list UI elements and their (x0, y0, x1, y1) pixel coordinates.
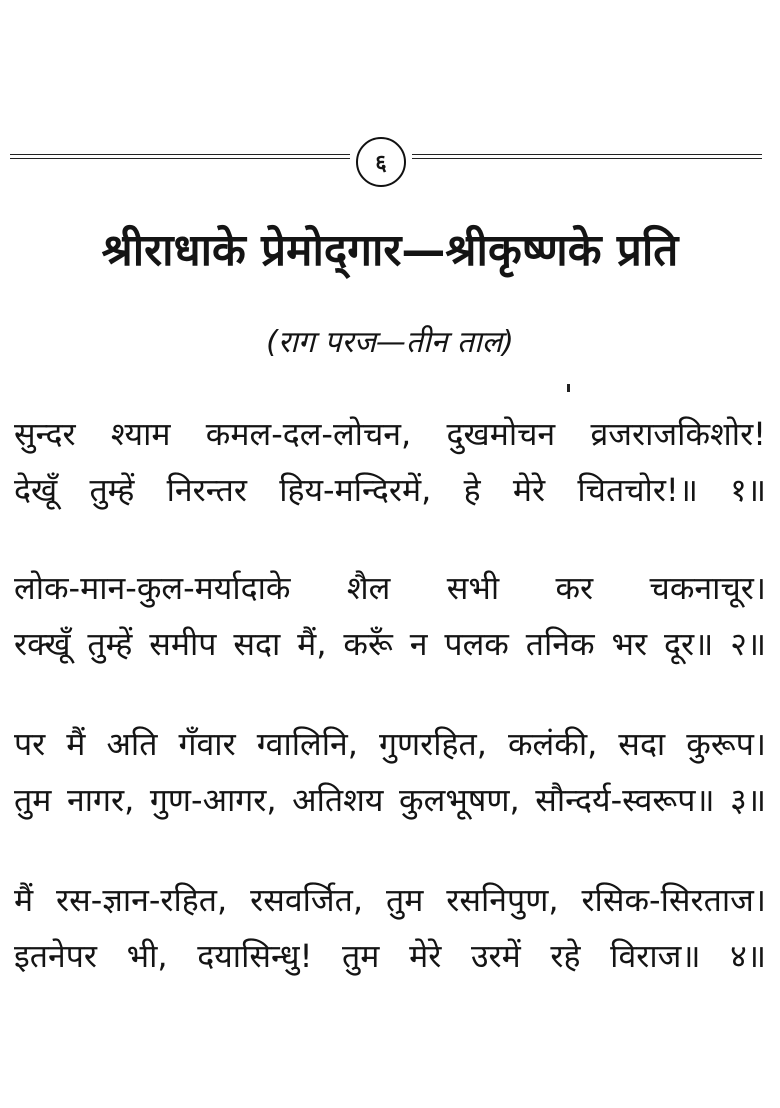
verse-3-line-2: तुम नागर, गुण-आगर, अतिशय कुलभूषण, सौन्दर्य-स्वरूप॥ ३॥ (14, 781, 766, 819)
rule-line-left-bottom (10, 158, 350, 159)
rule-line-right-top (412, 154, 762, 155)
verse-3-line-1: पर मैं अति गँवार ग्वालिनि, गुणरहित, कलंकी, सदा कुरूप। (14, 725, 766, 763)
rule-line-right-bottom (412, 158, 762, 159)
page-number: ६ (356, 137, 406, 187)
subtitle: (राग परज—तीन ताल) (266, 325, 514, 360)
verse-2-line-1: लोक-मान-कुल-मर्यादाके शैल सभी कर चकनाचूर। (14, 569, 766, 607)
page-title: श्रीराधाके प्रेमोद्‌गार—श्रीकृष्णके प्रति (101, 225, 679, 276)
verse-2-line-2: रक्खूँ तुम्हें समीप सदा मैं, करूँ न पलक तनिक भर दूर॥ २॥ (14, 625, 766, 663)
verse-4-line-2: इतनेपर भी, दयासिन्धु! तुम मेरे उरमें रहे विराज॥ ४॥ (14, 937, 766, 975)
verse-1-line-2: देखूँ तुम्हें निरन्तर हिय-मन्दिरमें, हे मेरे चितचोर!॥ १॥ (14, 471, 766, 509)
verse-4-line-1: मैं रस-ज्ञान-रहित, रसवर्जित, तुम रसनिपुण, रसिक-सिरताज। (14, 881, 766, 919)
stray-ink-mark (567, 384, 570, 392)
rule-line-left-top (10, 154, 350, 155)
verse-1-line-1: सुन्दर श्याम कमल-दल-लोचन, दुखमोचन व्रजराजकिशोर! (14, 415, 766, 453)
